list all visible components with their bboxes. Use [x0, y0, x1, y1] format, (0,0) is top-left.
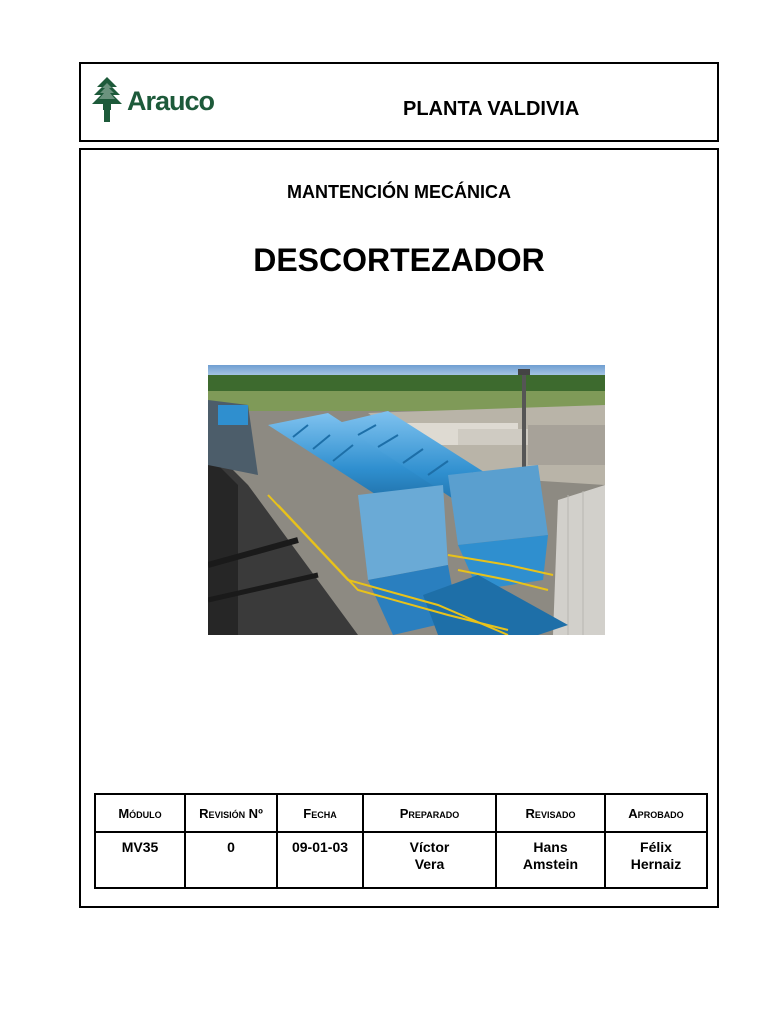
industrial-debarker-photo: [208, 365, 605, 635]
column-header-preparado: Preparado: [363, 794, 496, 832]
revisado-last-name: Amstein: [522, 856, 579, 872]
column-header-revision: Revisión Nº: [185, 794, 277, 832]
document-header: [79, 62, 719, 142]
cell-fecha: 09-01-03: [277, 832, 363, 888]
document-body: [79, 148, 719, 908]
cell-revision: 0: [185, 832, 277, 888]
plant-title: PLANTA VALDIVIA: [403, 98, 580, 120]
table-header-row: [95, 794, 707, 832]
document-area: MANTENCIÓN MECÁNICA: [287, 182, 511, 202]
preparado-first-name: Víctor: [409, 839, 450, 855]
column-header-revisado: Revisado: [496, 794, 605, 832]
aprobado-first-name: Félix: [640, 839, 672, 855]
column-header-aprobado: Aprobado: [605, 794, 707, 832]
column-header-fecha: Fecha: [277, 794, 363, 832]
cell-modulo: MV35: [95, 832, 185, 888]
cell-aprobado: [605, 832, 707, 888]
column-header-modulo: Módulo: [95, 794, 185, 832]
document-title: DESCORTEZADOR: [253, 242, 545, 278]
cell-preparado: [363, 832, 496, 888]
preparado-last-name: Vera: [414, 856, 445, 872]
logo-wordmark: Arauco: [127, 85, 215, 116]
arauco-logo: [91, 76, 214, 126]
revisado-first-name: Hans: [533, 839, 568, 855]
aprobado-last-name: Hernaiz: [630, 856, 682, 872]
table-row: [95, 832, 707, 888]
cell-revisado: [496, 832, 605, 888]
revision-table: [94, 793, 708, 889]
tree-logo-icon: [91, 77, 123, 125]
